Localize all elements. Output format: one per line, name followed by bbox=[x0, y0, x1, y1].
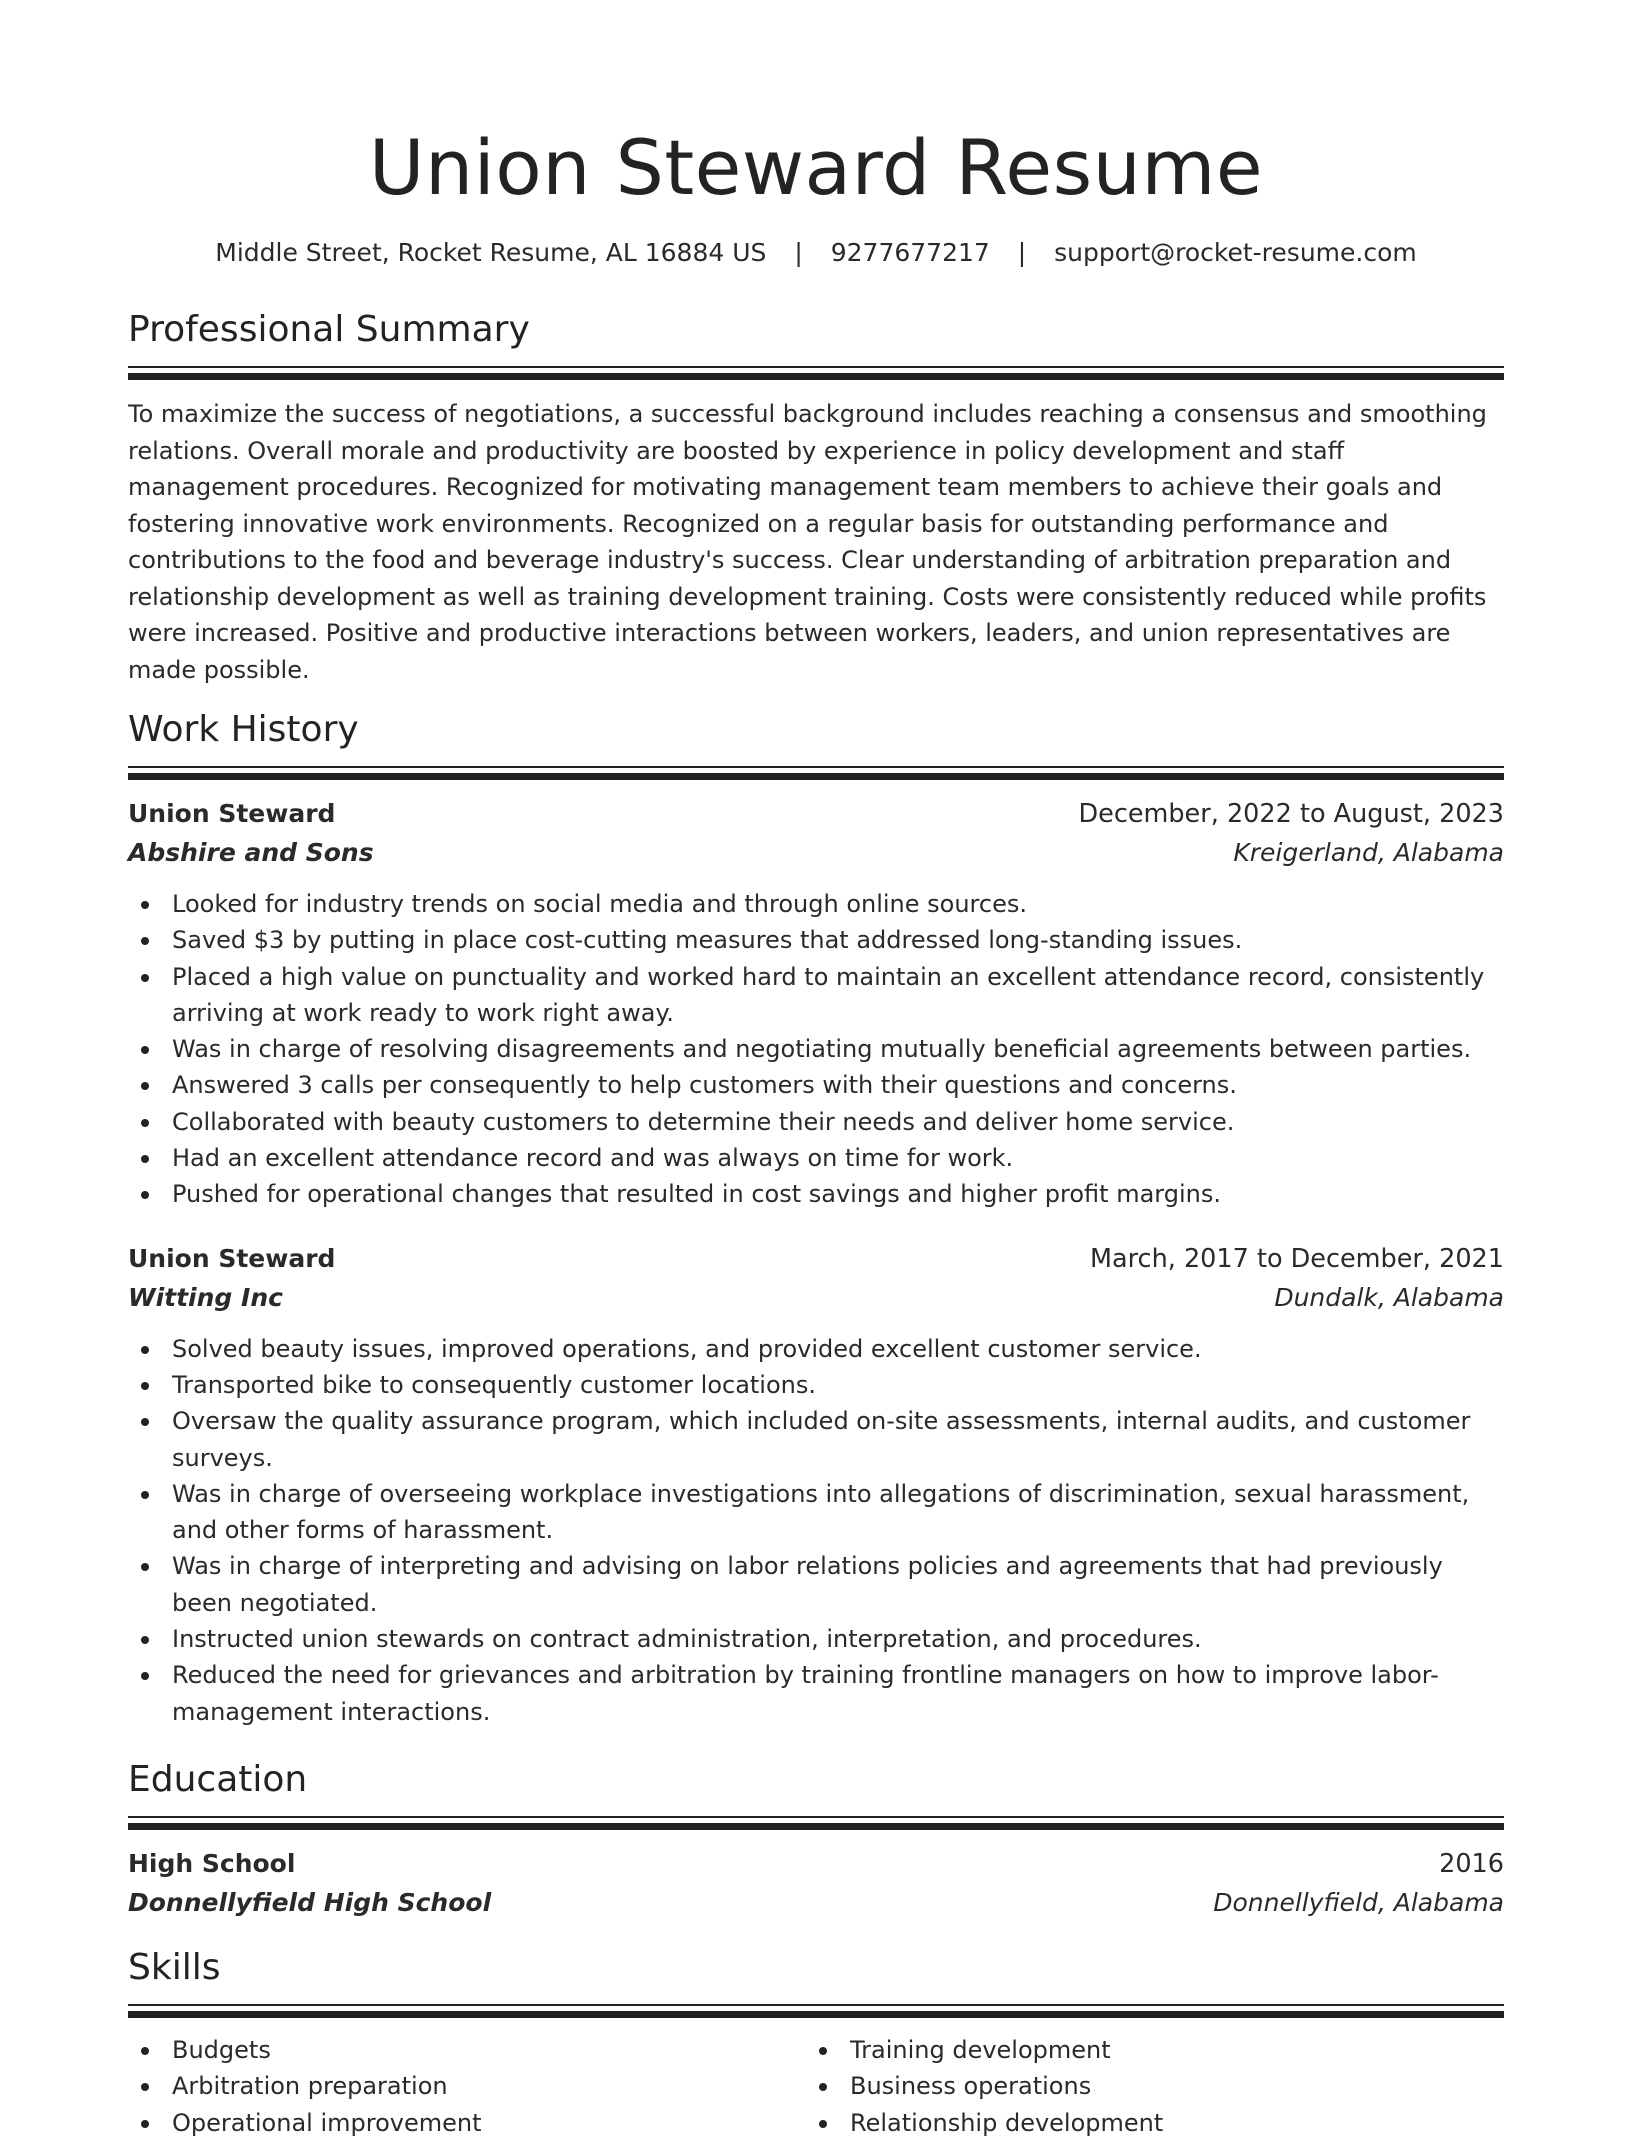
job-bullet bbox=[172, 1140, 1504, 1176]
job-bullet-text: Was in charge of resolving disagreements and negotiating mutually beneficial agreements between parties. bbox=[172, 1035, 1472, 1064]
section-heading-summary: Professional Summary bbox=[128, 309, 530, 350]
skill-item bbox=[172, 2105, 806, 2141]
summary-text: To maximize the success of negotiations, a successful background includes reaching a consensus and smoothing relations. Overall morale and productivity are boosted by experience in policy development and staff management procedures. Recognized for motivating management team members to achieve their goals and fostering innovative work environments. Recognized on a regular basis for outstanding performance and contributions to the food and beverage industry's success. Clear understanding of arbitration preparation and relationship development as well as training development training. Costs were consistently reduced while profits were increased. Positive and productive interactions between workers, leaders, and union representatives are made possible. bbox=[128, 400, 1487, 684]
skills-column-right bbox=[806, 2032, 1484, 2141]
bullet-icon bbox=[141, 1191, 149, 1199]
section-divider bbox=[128, 2004, 1504, 2006]
skills-grid bbox=[128, 2032, 1504, 2141]
job-dates: March, 2017 to December, 2021 bbox=[1090, 1243, 1504, 1274]
job-bullet bbox=[172, 886, 1504, 922]
job-company-row bbox=[128, 1279, 1504, 1317]
job-bullet-list bbox=[128, 886, 1504, 1213]
job-bullet-text: Saved $3 by putting in place cost-cutting measures that addressed long-standing issues. bbox=[172, 926, 1243, 955]
job-bullet bbox=[172, 1331, 1504, 1367]
job-bullet-list bbox=[128, 1331, 1504, 1730]
job-bullet bbox=[172, 1476, 1504, 1549]
bullet-icon bbox=[141, 1382, 149, 1390]
bullet-icon bbox=[141, 1491, 149, 1499]
job-bullet bbox=[172, 1657, 1504, 1730]
job-company-row bbox=[128, 834, 1504, 872]
job-bullet bbox=[172, 1067, 1504, 1103]
bullet-icon bbox=[141, 974, 149, 982]
section-divider bbox=[128, 366, 1504, 368]
job-bullet bbox=[172, 959, 1504, 1032]
bullet-icon bbox=[141, 901, 149, 909]
bullet-icon bbox=[819, 2047, 827, 2055]
bullet-icon bbox=[819, 2120, 827, 2128]
job-bullet-text: Answered 3 calls per consequently to help customers with their questions and concerns. bbox=[172, 1071, 1237, 1100]
bullet-icon bbox=[141, 2047, 149, 2055]
skill-text: Business operations bbox=[850, 2072, 1092, 2101]
job-bullet bbox=[172, 1403, 1504, 1476]
job-company: Abshire and Sons bbox=[128, 838, 374, 867]
skill-item bbox=[850, 2032, 1484, 2069]
job-bullet bbox=[172, 922, 1504, 958]
job-bullet-text: Collaborated with beauty customers to determine their needs and deliver home service. bbox=[172, 1107, 1235, 1136]
contact-email: support@rocket-resume.com bbox=[1054, 238, 1417, 267]
skills-list bbox=[806, 2032, 1484, 2141]
bullet-icon bbox=[141, 1563, 149, 1571]
job-header-row bbox=[128, 794, 1504, 834]
summary-section bbox=[128, 306, 1504, 688]
education-school: Donnellyfield High School bbox=[128, 1887, 492, 1917]
skill-text: Operational improvement bbox=[172, 2108, 482, 2137]
skill-item bbox=[172, 2068, 806, 2105]
skill-text: Budgets bbox=[172, 2035, 271, 2064]
resume-title: Union Steward Resume bbox=[368, 123, 1264, 212]
bullet-icon bbox=[141, 2083, 149, 2091]
education-section bbox=[128, 1756, 1504, 1922]
job-company: Witting Inc bbox=[128, 1282, 283, 1312]
education-location: Donnellyfield, Alabama bbox=[1213, 1887, 1504, 1917]
job-bullet-text: Looked for industry trends on social media and through online sources. bbox=[172, 890, 1027, 918]
job-title: Union Steward bbox=[128, 1243, 336, 1273]
contact-separator: | bbox=[1017, 238, 1027, 267]
bullet-icon bbox=[141, 1046, 149, 1054]
section-divider bbox=[128, 1823, 1504, 1830]
bullet-icon bbox=[141, 1636, 149, 1644]
bullet-icon bbox=[141, 1155, 149, 1163]
job-bullet bbox=[172, 1104, 1504, 1140]
bullet-icon bbox=[141, 1672, 149, 1680]
skill-item bbox=[850, 2105, 1484, 2141]
job-dates: December, 2022 to August, 2023 bbox=[1078, 799, 1504, 829]
section-divider bbox=[128, 766, 1504, 768]
job-bullet-text: Transported bike to consequently customer locations. bbox=[172, 1370, 817, 1399]
job-bullet-text: Had an excellent attendance record and was always on time for work. bbox=[172, 1144, 1014, 1173]
skill-text: Arbitration preparation bbox=[172, 2072, 448, 2101]
bullet-icon bbox=[141, 1119, 149, 1127]
skills-section bbox=[128, 1944, 1504, 2141]
skill-text: Relationship development bbox=[850, 2108, 1164, 2137]
work-history-section bbox=[128, 706, 1504, 1730]
skill-item bbox=[850, 2068, 1484, 2105]
job-bullet bbox=[172, 1367, 1504, 1403]
job-entry bbox=[128, 794, 1504, 1213]
section-divider bbox=[128, 2011, 1504, 2018]
skill-text: Training development bbox=[850, 2035, 1111, 2064]
resume-page bbox=[128, 0, 1504, 2141]
section-heading-education: Education bbox=[128, 1758, 308, 1800]
job-bullet-text: Oversaw the quality assurance program, which included on-site assessments, internal audits, and customer surveys. bbox=[172, 1407, 1471, 1472]
education-degree: High School bbox=[128, 1848, 296, 1878]
job-bullet-text: Placed a high value on punctuality and worked hard to maintain an excellent attendance record, consistently arriving at work ready to work right away. bbox=[172, 962, 1485, 1027]
education-year: 2016 bbox=[1439, 1848, 1504, 1879]
bullet-icon bbox=[819, 2083, 827, 2091]
job-bullet-text: Instructed union stewards on contract administration, interpretation, and procedures. bbox=[172, 1625, 1202, 1654]
contact-line bbox=[128, 236, 1504, 270]
contact-separator: | bbox=[794, 238, 803, 267]
contact-address: Middle Street, Rocket Resume, AL 16884 US bbox=[215, 238, 767, 267]
job-bullet bbox=[172, 1031, 1504, 1067]
job-bullet-text: Reduced the need for grievances and arbitration by training frontline managers on how to improve labor-management interactions. bbox=[172, 1661, 1439, 1726]
job-bullet bbox=[172, 1548, 1504, 1621]
bullet-icon bbox=[141, 1082, 149, 1090]
contact-phone: 9277677217 bbox=[830, 238, 990, 267]
skills-list bbox=[128, 2032, 806, 2141]
job-bullet-text: Solved beauty issues, improved operations, and provided excellent customer service. bbox=[172, 1334, 1202, 1363]
job-location: Kreigerland, Alabama bbox=[1233, 838, 1504, 867]
section-divider bbox=[128, 1816, 1504, 1818]
job-bullet-text: Was in charge of interpreting and advising on labor relations policies and agreements that had previously been negotiated. bbox=[172, 1552, 1443, 1617]
skills-column-left bbox=[128, 2032, 806, 2141]
job-bullet bbox=[172, 1176, 1504, 1212]
job-bullet bbox=[172, 1621, 1504, 1657]
section-heading-work-history: Work History bbox=[128, 709, 359, 750]
job-header-row bbox=[128, 1239, 1504, 1279]
education-entry bbox=[128, 1844, 1504, 1922]
job-title: Union Steward bbox=[128, 799, 336, 828]
bullet-icon bbox=[141, 1418, 149, 1426]
bullet-icon bbox=[141, 937, 149, 945]
section-divider bbox=[128, 373, 1504, 380]
education-header-row bbox=[128, 1844, 1504, 1884]
job-location: Dundalk, Alabama bbox=[1274, 1282, 1504, 1312]
bullet-icon bbox=[141, 1346, 149, 1354]
job-entry bbox=[128, 1239, 1504, 1730]
skill-item bbox=[172, 2032, 806, 2069]
section-heading-skills: Skills bbox=[128, 1946, 221, 1988]
bullet-icon bbox=[141, 2120, 149, 2128]
job-bullet-text: Pushed for operational changes that resulted in cost savings and higher profit margins. bbox=[172, 1180, 1221, 1209]
section-divider bbox=[128, 773, 1504, 780]
education-school-row bbox=[128, 1884, 1504, 1922]
job-bullet-text: Was in charge of overseeing workplace investigations into allegations of discrimination, sexual harassment, and other forms of harassment. bbox=[172, 1479, 1470, 1545]
